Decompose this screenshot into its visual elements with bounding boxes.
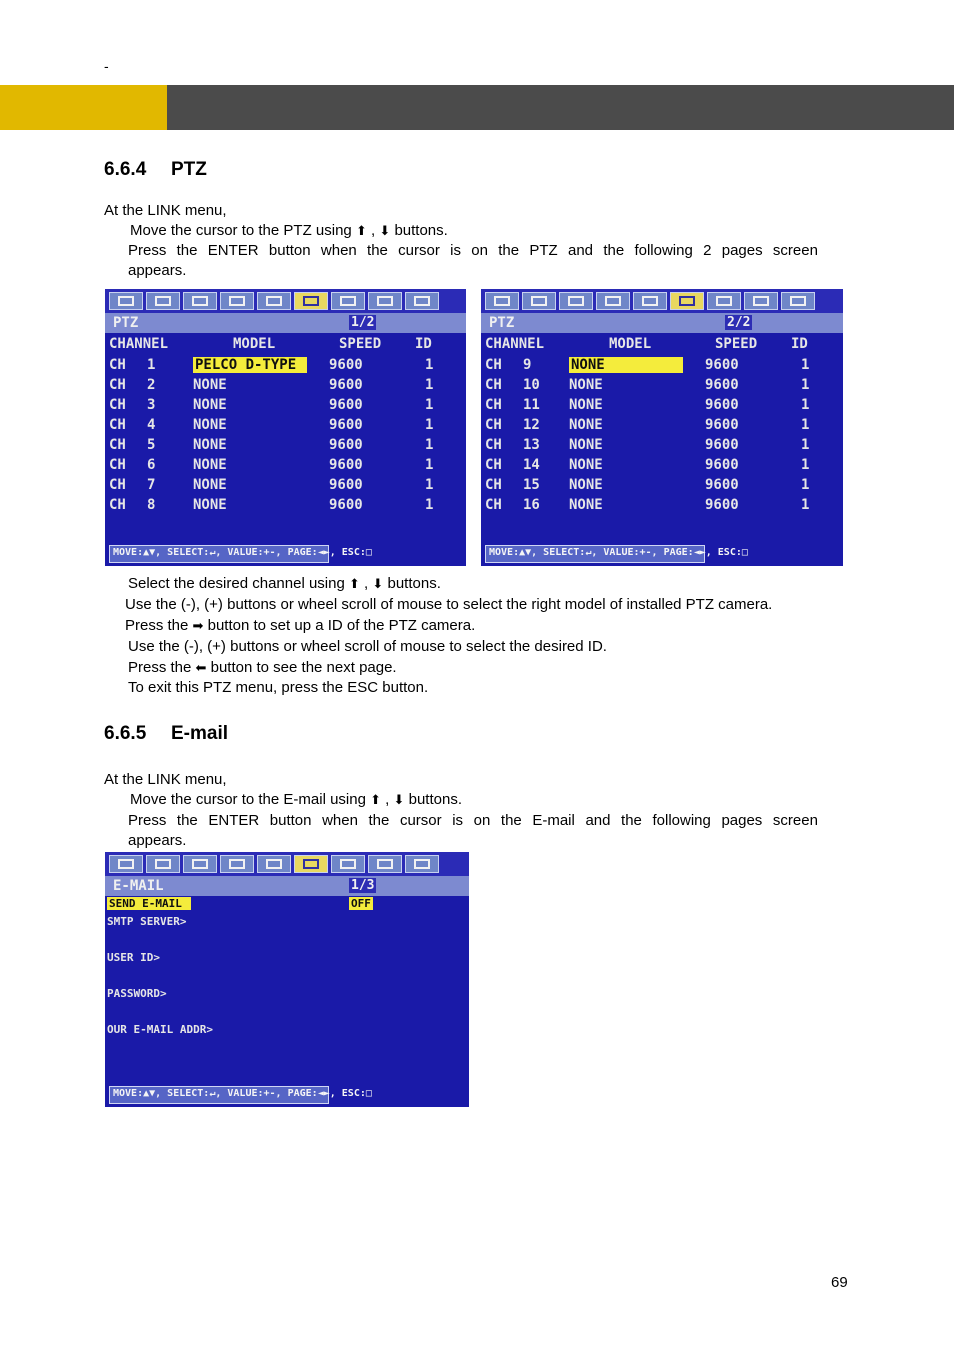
word: the <box>367 242 388 259</box>
channel-number: 3 <box>147 397 156 413</box>
id-value[interactable]: 1 <box>801 497 810 513</box>
link-menu-icon[interactable] <box>670 292 704 310</box>
schedule-menu-icon[interactable] <box>257 292 291 310</box>
word: button <box>268 242 311 259</box>
section-heading-ptz <box>104 159 207 181</box>
word: the <box>500 812 522 829</box>
setting-label: USER ID> <box>107 951 160 964</box>
ptz-after-line5 <box>128 658 397 678</box>
word: is <box>452 812 464 829</box>
col-speed: SPEED <box>339 336 382 352</box>
ptz-step1: Move the cursor to the PTZ using ⬆ , ⬇ buttons. <box>130 222 448 239</box>
ptz-after-line1-text-end: buttons. <box>387 575 441 592</box>
id-value[interactable]: 1 <box>425 357 434 373</box>
word: pages <box>721 812 763 829</box>
speed-value: 9600 <box>705 477 739 493</box>
table-row[interactable] <box>481 456 843 476</box>
id-value[interactable]: 1 <box>425 497 434 513</box>
word: when <box>320 242 357 259</box>
model-value[interactable]: NONE <box>569 477 603 493</box>
model-value[interactable]: NONE <box>569 497 603 513</box>
record-menu-icon[interactable] <box>220 855 254 873</box>
page-number: 69 <box>831 1274 848 1291</box>
ptz-after-line2: Use the (-), (+) buttons or wheel scroll of mouse to select the right model of installed PTZ camera. <box>125 596 773 613</box>
search-menu-icon[interactable] <box>707 292 741 310</box>
word: the <box>176 242 198 259</box>
col-speed: SPEED <box>715 336 758 352</box>
up-arrow-icon: ⬆ <box>370 792 382 807</box>
ptz-after-line1: Select the desired channel using ⬆ , ⬇ buttons. <box>128 575 441 592</box>
email-setting-row[interactable] <box>105 950 469 970</box>
channel-number: 9 <box>523 357 532 373</box>
ptz-step2-line1 <box>128 241 818 261</box>
word: pages <box>721 242 763 259</box>
menu-toolbar <box>105 289 466 313</box>
speed-value: 9600 <box>705 457 739 473</box>
id-value[interactable]: 1 <box>801 457 810 473</box>
display-menu-icon[interactable] <box>109 855 143 873</box>
down-arrow-icon: ⬇ <box>372 576 384 591</box>
camera-menu-icon[interactable] <box>559 292 593 310</box>
word: the <box>368 812 390 829</box>
table-row[interactable] <box>481 436 843 456</box>
email-setting-row[interactable] <box>105 1022 469 1042</box>
channel-number: 14 <box>523 457 540 473</box>
channel-number: 16 <box>523 497 540 513</box>
up-arrow-icon: ⬆ <box>355 223 367 238</box>
channel-prefix: CH <box>109 457 126 473</box>
ptz-intro: At the LINK menu, <box>104 202 227 219</box>
section-title: E-mail <box>171 723 229 744</box>
speed-value: 9600 <box>705 397 739 413</box>
model-value[interactable]: NONE <box>569 417 603 433</box>
id-value[interactable]: 1 <box>801 417 810 433</box>
down-arrow-icon: ⬇ <box>393 792 405 807</box>
speed-value: 9600 <box>329 477 363 493</box>
channel-prefix: CH <box>109 357 126 373</box>
word: Press <box>128 812 167 829</box>
model-value[interactable]: NONE <box>193 497 227 513</box>
col-model: MODEL <box>233 336 276 352</box>
speed-value: 9600 <box>329 417 363 433</box>
channel-prefix: CH <box>109 397 126 413</box>
col-channel: CHANNEL <box>485 336 545 352</box>
screen-titlebar <box>105 313 466 333</box>
word: and <box>568 242 594 259</box>
email-intro: At the LINK menu, <box>104 771 227 788</box>
model-value[interactable]: NONE <box>569 397 603 413</box>
channel-prefix: CH <box>109 477 126 493</box>
speed-value: 9600 <box>705 497 739 513</box>
table-row[interactable] <box>481 376 843 396</box>
word: the <box>603 242 625 259</box>
speed-value: 9600 <box>329 457 363 473</box>
channel-number: 2 <box>147 377 156 393</box>
setting-value[interactable]: OFF <box>351 897 371 910</box>
channel-prefix: CH <box>485 477 502 493</box>
speed-value: 9600 <box>705 357 739 373</box>
table-row[interactable] <box>105 376 466 396</box>
schedule-menu-icon[interactable] <box>633 292 667 310</box>
table-row[interactable] <box>481 476 843 496</box>
ptz-after-line1-text: Select the desired channel using <box>128 575 345 592</box>
ptz-after-line5-text: Press the <box>128 659 192 676</box>
screen-title: PTZ <box>113 315 139 331</box>
page-indicator: 2/2 <box>727 315 751 330</box>
word: ENTER <box>208 812 260 829</box>
speed-value: 9600 <box>705 377 739 393</box>
email-setting-row[interactable] <box>105 986 469 1006</box>
word: Press <box>128 242 167 259</box>
screen-titlebar <box>105 876 469 896</box>
ptz-step1-text-end: buttons. <box>394 222 448 239</box>
channel-prefix: CH <box>485 397 502 413</box>
id-value[interactable]: 1 <box>425 457 434 473</box>
section-number: 6.6.4 <box>104 159 147 180</box>
model-value[interactable]: NONE <box>193 397 227 413</box>
col-model: MODEL <box>609 336 652 352</box>
speed-value: 9600 <box>329 377 363 393</box>
screen-title: PTZ <box>489 315 515 331</box>
email-step1: Move the cursor to the E-mail using ⬆ , ⬇ buttons. <box>130 791 462 808</box>
ptz-after-line5-text-end: button to see the next page. <box>210 659 397 676</box>
channel-number: 1 <box>147 357 156 373</box>
id-value[interactable]: 1 <box>801 477 810 493</box>
id-value[interactable]: 1 <box>801 357 810 373</box>
page-indicator: 1/2 <box>351 315 375 330</box>
model-value[interactable]: NONE <box>193 417 227 433</box>
model-value[interactable]: NONE <box>569 437 603 453</box>
id-value[interactable]: 1 <box>801 437 810 453</box>
id-value[interactable]: 1 <box>801 397 810 413</box>
word: 2 <box>703 242 712 259</box>
speed-value: 9600 <box>329 397 363 413</box>
model-value[interactable]: NONE <box>193 477 227 493</box>
email-step2-line1 <box>128 811 818 831</box>
channel-number: 5 <box>147 437 156 453</box>
link-menu-icon[interactable] <box>294 292 328 310</box>
channel-number: 6 <box>147 457 156 473</box>
search-menu-icon[interactable] <box>331 292 365 310</box>
page-indicator: 1/3 <box>351 878 375 893</box>
channel-prefix: CH <box>485 417 502 433</box>
setting-label: SMTP SERVER> <box>107 915 187 928</box>
channel-prefix: CH <box>109 497 126 513</box>
channel-prefix: CH <box>109 417 126 433</box>
speed-value: 9600 <box>329 497 363 513</box>
email-step1-text-end: buttons. <box>408 791 462 808</box>
ptz-step1-text: Move the cursor to the PTZ using <box>130 222 352 239</box>
channel-prefix: CH <box>485 357 502 373</box>
id-value[interactable]: 1 <box>425 397 434 413</box>
word: button <box>269 812 312 829</box>
link-menu-icon[interactable] <box>294 855 328 873</box>
channel-prefix: CH <box>109 437 126 453</box>
word: is <box>450 242 461 259</box>
ptz-step2 <box>128 241 818 281</box>
word: on <box>471 242 488 259</box>
right-arrow-icon: ➡ <box>192 618 204 633</box>
id-value[interactable]: 1 <box>425 437 434 453</box>
ptz-screen-page2 <box>481 289 843 566</box>
model-value[interactable]: NONE <box>193 457 227 473</box>
email-setting-row[interactable] <box>105 914 469 934</box>
word: following <box>652 812 711 829</box>
table-row[interactable] <box>105 356 466 376</box>
ptz-screen-page1 <box>105 289 466 566</box>
email-screen <box>105 852 469 1107</box>
model-value[interactable]: NONE <box>193 437 227 453</box>
id-value[interactable]: 1 <box>425 377 434 393</box>
menu-toolbar <box>481 289 843 313</box>
table-row[interactable] <box>481 496 843 516</box>
word: when <box>322 812 358 829</box>
channel-number: 15 <box>523 477 540 493</box>
display-menu-icon[interactable] <box>109 292 143 310</box>
col-id: ID <box>415 336 432 352</box>
word: cursor <box>398 242 440 259</box>
channel-prefix: CH <box>109 377 126 393</box>
model-value[interactable]: NONE <box>569 357 683 373</box>
table-row[interactable] <box>105 396 466 416</box>
channel-prefix: CH <box>485 377 502 393</box>
camera-menu-icon[interactable] <box>183 855 217 873</box>
system-menu-icon[interactable] <box>744 292 778 310</box>
channel-number: 11 <box>523 397 540 413</box>
up-arrow-icon: ⬆ <box>348 576 360 591</box>
word: the <box>176 812 198 829</box>
word: cursor <box>399 812 442 829</box>
channel-number: 4 <box>147 417 156 433</box>
word: PTZ <box>529 242 558 259</box>
key-help-bar: MOVE:▲▼, SELECT:↵, VALUE:+-, PAGE:◄►, ESC:□ <box>109 545 329 563</box>
setting-label: OUR E-MAIL ADDR> <box>107 1023 213 1036</box>
word: following <box>634 242 693 259</box>
exit-menu-icon[interactable] <box>405 855 439 873</box>
header-accent-band <box>0 85 167 130</box>
model-value[interactable]: PELCO D-TYPE <box>193 357 307 373</box>
record-menu-icon[interactable] <box>220 292 254 310</box>
channel-number: 13 <box>523 437 540 453</box>
setting-label: PASSWORD> <box>107 987 167 1000</box>
table-row[interactable] <box>105 416 466 436</box>
email-step2 <box>128 811 818 851</box>
channel-number: 7 <box>147 477 156 493</box>
ptz-after-line3-text: Press the <box>125 617 189 634</box>
word: on <box>473 812 491 829</box>
word: E-mail <box>532 812 575 829</box>
model-value[interactable]: NONE <box>569 457 603 473</box>
speed-value: 9600 <box>705 437 739 453</box>
ptz-after-line3-text-end: button to set up a ID of the PTZ camera. <box>207 617 476 634</box>
header-dark-band <box>167 85 954 130</box>
table-row[interactable] <box>105 436 466 456</box>
header-dash: - <box>104 58 109 74</box>
display-menu-icon[interactable] <box>485 292 519 310</box>
id-value[interactable]: 1 <box>801 377 810 393</box>
ptz-after-line4: Use the (-), (+) buttons or wheel scroll of mouse to select the desired ID. <box>128 638 607 655</box>
id-value[interactable]: 1 <box>425 477 434 493</box>
schedule-menu-icon[interactable] <box>257 855 291 873</box>
id-value[interactable]: 1 <box>425 417 434 433</box>
record-menu-icon[interactable] <box>596 292 630 310</box>
screen-titlebar <box>481 313 843 333</box>
word: screen <box>772 812 818 829</box>
channel-number: 12 <box>523 417 540 433</box>
word: screen <box>772 242 818 259</box>
speed-value: 9600 <box>329 357 363 373</box>
section-title: PTZ <box>171 159 207 180</box>
channel-number: 10 <box>523 377 540 393</box>
monitor-menu-icon[interactable] <box>146 292 180 310</box>
channel-prefix: CH <box>485 457 502 473</box>
speed-value: 9600 <box>705 417 739 433</box>
channel-prefix: CH <box>485 437 502 453</box>
system-menu-icon[interactable] <box>368 855 402 873</box>
channel-prefix: CH <box>485 497 502 513</box>
speed-value: 9600 <box>329 437 363 453</box>
screen-title: E-MAIL <box>113 878 164 894</box>
table-row[interactable] <box>481 396 843 416</box>
channel-number: 8 <box>147 497 156 513</box>
menu-toolbar <box>105 852 469 876</box>
ptz-after-line3 <box>125 616 475 636</box>
table-header-row <box>481 335 843 355</box>
ptz-step2-line2: appears. <box>128 262 187 279</box>
email-step1-text: Move the cursor to the E-mail using <box>130 791 366 808</box>
word: ENTER <box>207 242 259 259</box>
left-arrow-icon: ⬅ <box>195 660 207 675</box>
word: the <box>621 812 642 829</box>
monitor-menu-icon[interactable] <box>522 292 556 310</box>
word: and <box>585 812 611 829</box>
key-help-bar: MOVE:▲▼, SELECT:↵, VALUE:+-, PAGE:◄►, ESC:□ <box>109 1086 329 1104</box>
model-value[interactable]: NONE <box>569 377 603 393</box>
monitor-menu-icon[interactable] <box>146 855 180 873</box>
section-number: 6.6.5 <box>104 723 147 744</box>
ptz-after-line6: To exit this PTZ menu, press the ESC button. <box>128 679 429 696</box>
word: the <box>498 242 520 259</box>
section-heading-email <box>104 723 228 745</box>
email-step2-line2: appears. <box>128 832 187 849</box>
col-id: ID <box>791 336 808 352</box>
search-menu-icon[interactable] <box>331 855 365 873</box>
email-setting-row[interactable] <box>105 896 469 916</box>
table-header-row <box>105 335 466 355</box>
table-row[interactable] <box>481 356 843 376</box>
exit-menu-icon[interactable] <box>405 292 439 310</box>
system-menu-icon[interactable] <box>368 292 402 310</box>
table-row[interactable] <box>105 456 466 476</box>
model-value[interactable]: NONE <box>193 377 227 393</box>
camera-menu-icon[interactable] <box>183 292 217 310</box>
setting-label: SEND E-MAIL <box>107 897 191 910</box>
table-row[interactable] <box>481 416 843 436</box>
down-arrow-icon: ⬇ <box>379 223 391 238</box>
table-row[interactable] <box>105 476 466 496</box>
col-channel: CHANNEL <box>109 336 169 352</box>
table-row[interactable] <box>105 496 466 516</box>
key-help-bar: MOVE:▲▼, SELECT:↵, VALUE:+-, PAGE:◄►, ESC:□ <box>485 545 705 563</box>
exit-menu-icon[interactable] <box>781 292 815 310</box>
